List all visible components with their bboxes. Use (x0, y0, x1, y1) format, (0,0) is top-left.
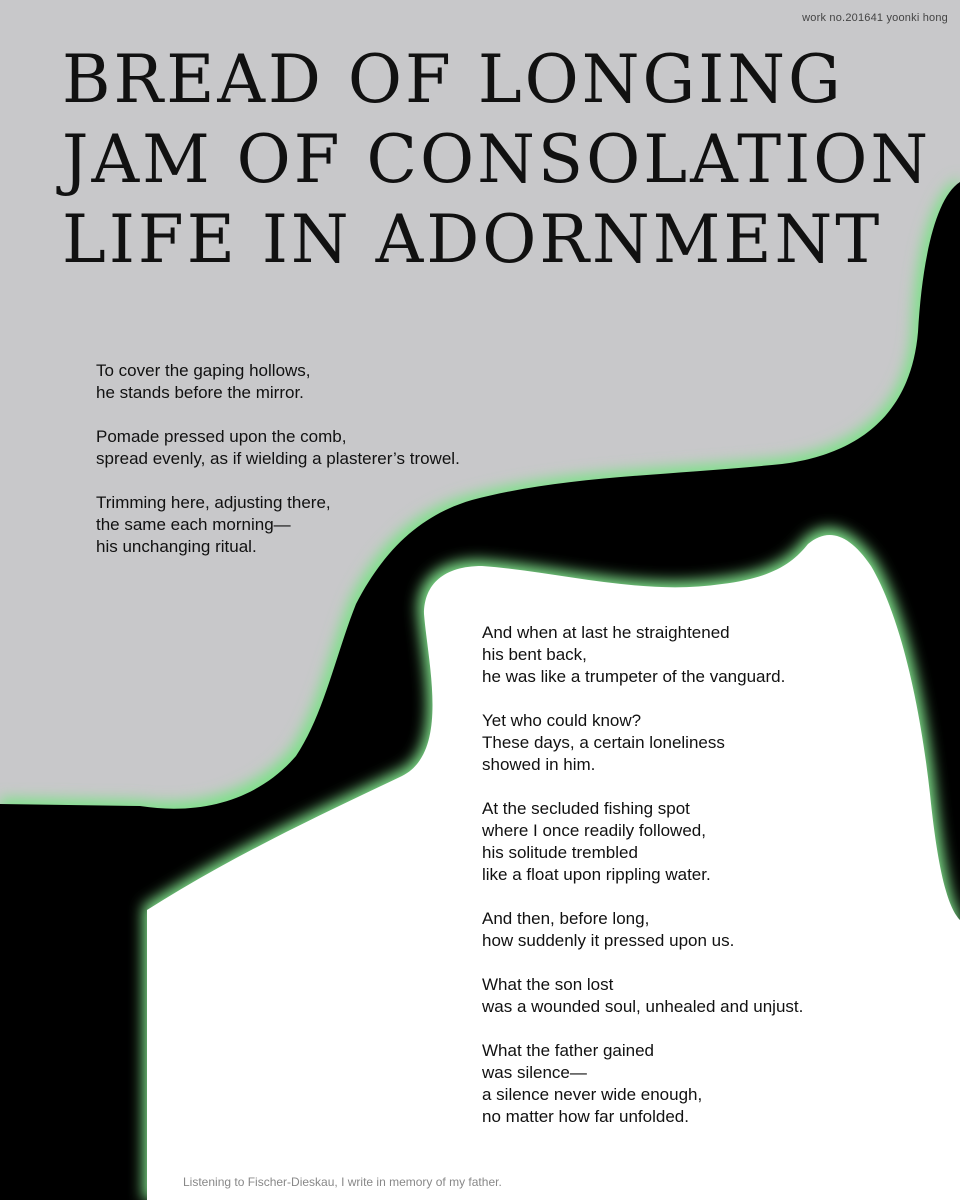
stanza (96, 360, 566, 404)
poem-line: Yet who could know? (482, 711, 642, 730)
poem-line: Trimming here, adjusting there, (96, 493, 331, 512)
poem-line: he was like a trumpeter of the vanguard. (482, 667, 786, 686)
title-line-1: BREAD OF LONGING (62, 41, 844, 118)
poem-line: To cover the gaping hollows, (96, 361, 311, 380)
poem-line: At the secluded fishing spot (482, 799, 690, 818)
poem-line: was silence— (482, 1063, 587, 1082)
stanza (96, 492, 566, 558)
poem-line: a silence never wide enough, (482, 1085, 703, 1104)
stanza (482, 622, 952, 688)
poem-line: showed in him. (482, 755, 596, 774)
stanza (96, 426, 566, 470)
poem-line: he stands before the mirror. (96, 383, 304, 402)
stanza (482, 974, 952, 1018)
poem-line: how suddenly it pressed upon us. (482, 931, 735, 950)
footer-dedication: Listening to Fischer-Dieskau, I write in memory of my father. (183, 1175, 502, 1189)
poem-line: his solitude trembled (482, 843, 638, 862)
poem-line: These days, a certain loneliness (482, 733, 725, 752)
poem-line: And then, before long, (482, 909, 650, 928)
poem-line: What the son lost (482, 975, 614, 994)
credit-label: work no.201641 yoonki hong (802, 12, 948, 24)
poem-line: where I once readily followed, (482, 821, 706, 840)
stanza (482, 908, 952, 952)
stanza (482, 798, 952, 886)
poem-left (96, 360, 566, 580)
stanza (482, 1040, 952, 1128)
page-title (62, 40, 931, 280)
poem-line: What the father gained (482, 1041, 655, 1060)
poem-line: his unchanging ritual. (96, 537, 257, 556)
poem-line: like a float upon rippling water. (482, 865, 711, 884)
poem-line: his bent back, (482, 645, 587, 664)
poem-line: the same each morning— (96, 515, 291, 534)
poem-line: no matter how far unfolded. (482, 1107, 689, 1126)
poem-right (482, 622, 952, 1150)
poem-line: spread evenly, as if wielding a plasterer’s trowel. (96, 449, 460, 468)
poem-line: was a wounded soul, unhealed and unjust. (482, 997, 804, 1016)
poem-line: And when at last he straightened (482, 623, 730, 642)
title-line-2: JAM OF CONSOLATION (62, 121, 932, 198)
title-line-3: LIFE IN ADORNMENT (62, 201, 883, 278)
poem-line: Pomade pressed upon the comb, (96, 427, 347, 446)
stanza (482, 710, 952, 776)
